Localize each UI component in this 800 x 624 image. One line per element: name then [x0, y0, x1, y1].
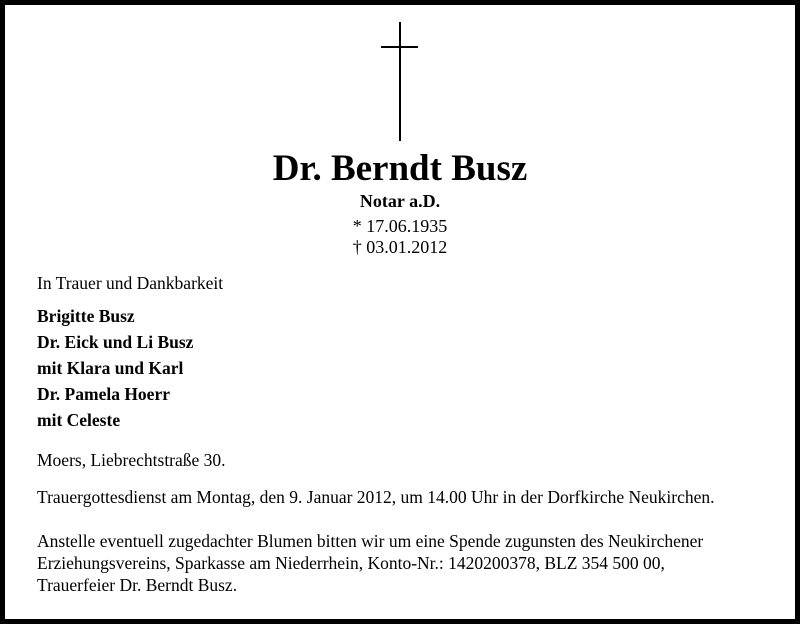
deceased-name: Dr. Berndt Busz	[272, 148, 528, 189]
death-date: † 03.01.2012	[352, 237, 448, 257]
birth-date: * 17.06.1935	[352, 216, 448, 236]
mourner-name: Dr. Pamela Hoerr	[37, 384, 170, 404]
mourner-name: Dr. Eick und Li Busz	[37, 332, 194, 352]
mourner-name: mit Klara und Karl	[37, 358, 184, 378]
deceased-title: Notar a.D.	[359, 191, 441, 211]
address-line: Moers, Liebrechtstraße 30.	[37, 450, 226, 470]
donation-note	[37, 530, 777, 596]
donation-line: Erziehungsvereins, Sparkasse am Niederrhein, Konto-Nr.: 1420200378, BLZ 354 500 00,	[37, 553, 665, 573]
latin-cross-icon	[5, 5, 800, 145]
intro-line: In Trauer und Dankbarkeit	[37, 273, 224, 293]
mourners-list	[37, 303, 193, 433]
mourner-name: mit Celeste	[37, 410, 121, 430]
mourner-name: Brigitte Busz	[37, 306, 135, 326]
donation-line: Anstelle eventuell zugedachter Blumen bitten wir um eine Spende zugunsten des Neukirchener	[37, 531, 704, 551]
donation-line: Trauerfeier Dr. Berndt Busz.	[37, 575, 238, 595]
service-info: Trauergottesdienst am Montag, den 9. Januar 2012, um 14.00 Uhr in der Dorfkirche Neukirchen.	[37, 487, 715, 507]
